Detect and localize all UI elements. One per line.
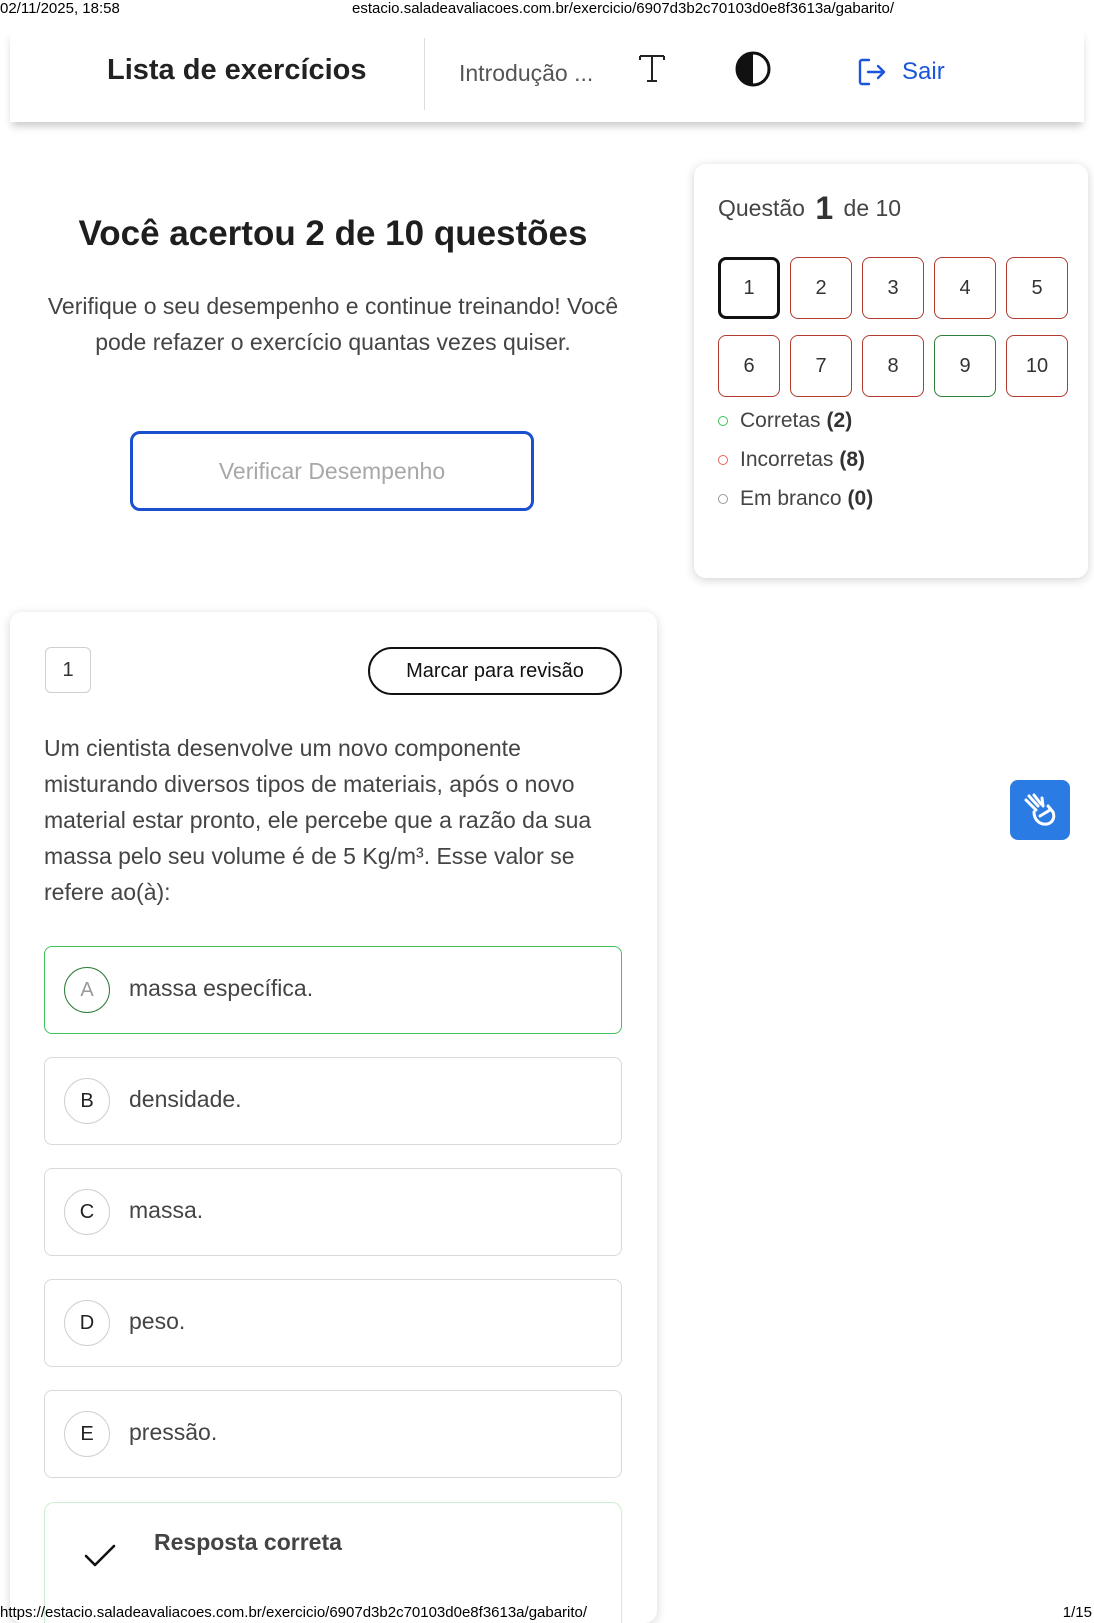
option-a[interactable] bbox=[44, 946, 622, 1034]
option-text: massa específica. bbox=[129, 975, 314, 1001]
option-letter: C bbox=[64, 1189, 110, 1235]
question-nav-button-4[interactable]: 4 bbox=[934, 257, 996, 319]
question-text: Um cientista desenvolve um novo componente misturando diversos tipos de materiais, após o novo material estar pronto, ele percebe que a razão da sua massa pelo seu volume é de 5 Kg/m³. Esse valor se refere ao(à): bbox=[44, 735, 592, 905]
print-footer bbox=[0, 1604, 1094, 1622]
navigator-title bbox=[718, 190, 901, 227]
print-page-number: 1/15 bbox=[1062, 1604, 1092, 1621]
option-text: massa. bbox=[129, 1197, 204, 1223]
correct-answer-label: Resposta correta bbox=[154, 1529, 342, 1555]
check-performance-button[interactable]: Verificar Desempenho bbox=[130, 431, 534, 511]
page-title: Lista de exercícios bbox=[107, 54, 367, 86]
option-text: densidade. bbox=[129, 1086, 242, 1112]
option-letter: B bbox=[64, 1078, 110, 1124]
question-nav-button-2[interactable]: 2 bbox=[790, 257, 852, 319]
option-d[interactable] bbox=[44, 1279, 622, 1367]
sign-language-button[interactable] bbox=[1010, 780, 1070, 840]
question-nav-button-8[interactable]: 8 bbox=[862, 335, 924, 397]
logout-icon bbox=[856, 56, 888, 88]
check-icon bbox=[83, 1541, 117, 1571]
navigator-title-suffix: de 10 bbox=[843, 195, 902, 221]
contrast-icon[interactable] bbox=[734, 50, 772, 88]
logout-button[interactable] bbox=[856, 52, 945, 92]
legend-correct-dot bbox=[718, 416, 728, 426]
logout-label: Sair bbox=[902, 58, 945, 85]
legend-blank-dot bbox=[718, 494, 728, 504]
option-letter: E bbox=[64, 1411, 110, 1457]
summary-text: Verifique o seu desempenho e continue treinando! Você pode refazer o exercício quantas vezes quiser. bbox=[47, 293, 619, 355]
option-letter: D bbox=[64, 1300, 110, 1346]
question-card bbox=[10, 612, 657, 1623]
question-nav-button-7[interactable]: 7 bbox=[790, 335, 852, 397]
legend-blank-count: (0) bbox=[847, 487, 874, 510]
print-footer-url: https://estacio.saladeavaliacoes.com.br/exercicio/6907d3b2c70103d0e8f3613a/gabarito/ bbox=[0, 1604, 588, 1621]
legend-blank bbox=[718, 487, 1058, 511]
navigator-title-prefix: Questão bbox=[718, 195, 805, 221]
question-nav-button-1[interactable]: 1 bbox=[718, 257, 780, 319]
option-b[interactable] bbox=[44, 1057, 622, 1145]
legend-correct bbox=[718, 409, 1058, 433]
question-nav-button-10[interactable]: 10 bbox=[1006, 335, 1068, 397]
option-c[interactable] bbox=[44, 1168, 622, 1256]
legend-incorrect bbox=[718, 448, 1058, 472]
option-text: pressão. bbox=[129, 1419, 218, 1445]
question-number: 1 bbox=[45, 647, 91, 693]
print-header-url: estacio.saladeavaliacoes.com.br/exercicio/6907d3b2c70103d0e8f3613a/gabarito/ bbox=[352, 0, 895, 17]
top-bar bbox=[10, 30, 1084, 122]
question-nav-button-9[interactable]: 9 bbox=[934, 335, 996, 397]
font-size-icon[interactable] bbox=[634, 50, 670, 86]
course-name[interactable]: Introdução ... bbox=[459, 60, 594, 86]
option-e[interactable] bbox=[44, 1390, 622, 1478]
legend-correct-label: Corretas bbox=[740, 409, 821, 432]
option-letter: A bbox=[64, 967, 110, 1013]
legend-blank-label: Em branco bbox=[740, 487, 842, 510]
sign-language-icon bbox=[1020, 790, 1060, 830]
legend-correct-count: (2) bbox=[826, 409, 853, 432]
legend-incorrect-dot bbox=[718, 455, 728, 465]
legend-incorrect-count: (8) bbox=[839, 448, 866, 471]
legend-incorrect-label: Incorretas bbox=[740, 448, 834, 471]
header-divider bbox=[424, 38, 425, 110]
question-nav-button-3[interactable]: 3 bbox=[862, 257, 924, 319]
current-question-number: 1 bbox=[815, 190, 834, 226]
mark-for-review-button[interactable]: Marcar para revisão bbox=[368, 647, 622, 695]
question-nav-button-5[interactable]: 5 bbox=[1006, 257, 1068, 319]
summary-title: Você acertou 2 de 10 questões bbox=[78, 214, 588, 253]
option-text: peso. bbox=[129, 1308, 186, 1334]
print-date: 02/11/2025, 18:58 bbox=[0, 0, 120, 17]
question-nav-button-6[interactable]: 6 bbox=[718, 335, 780, 397]
question-navigator bbox=[694, 164, 1088, 578]
print-header bbox=[0, 0, 1094, 18]
